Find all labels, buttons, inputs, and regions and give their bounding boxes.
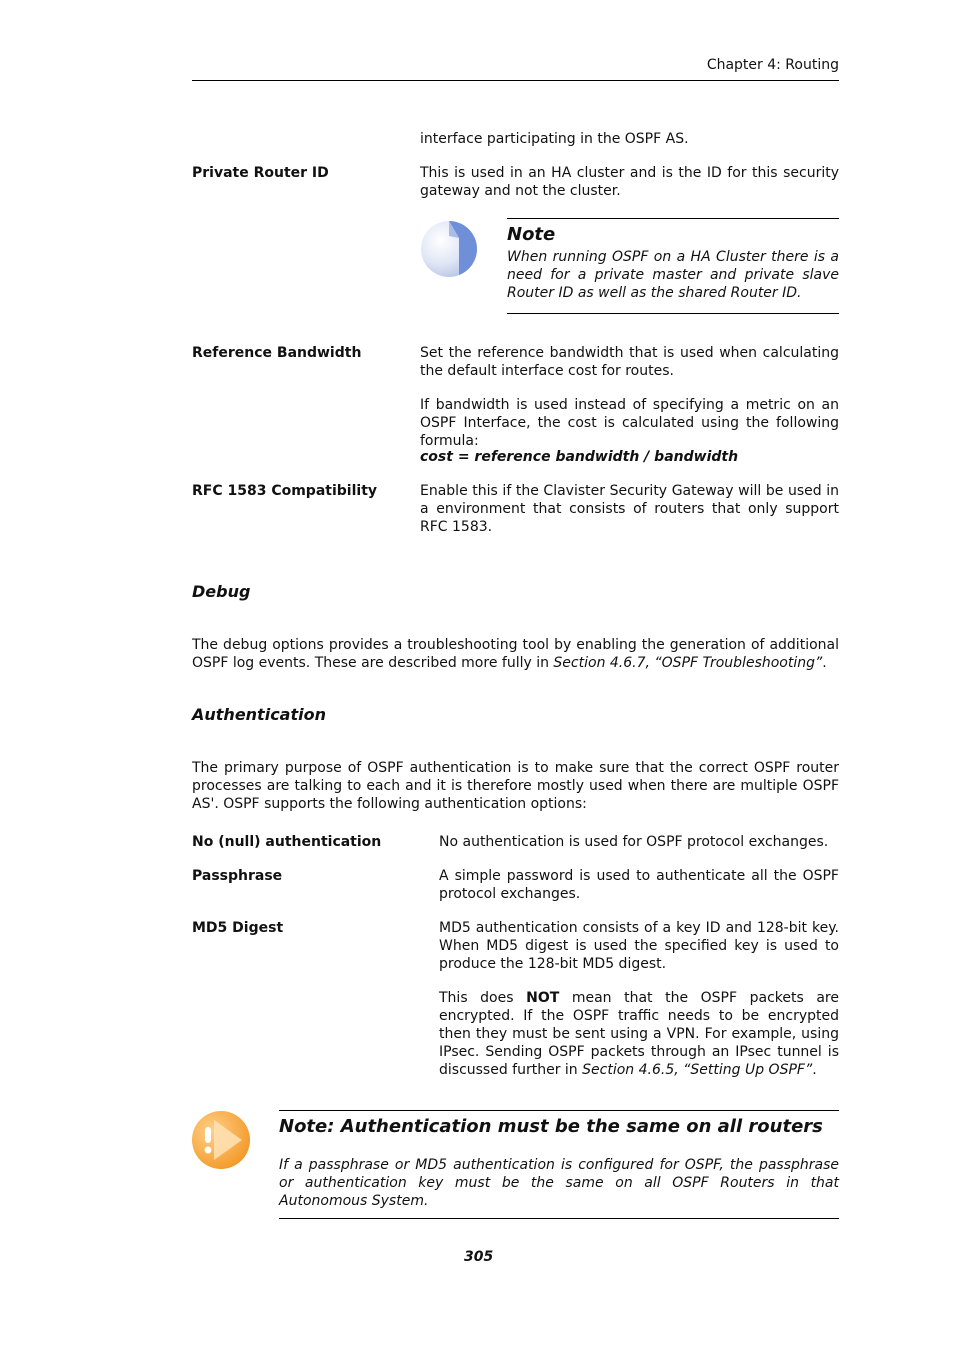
page-number: 305: [464, 1249, 494, 1265]
note1-text: When running OSPF on a HA Cluster there is a need for a private master and private slave Router ID as well as the shared Router ID.: [507, 249, 839, 301]
null-auth-desc: No authentication is used for OSPF protocol exchanges.: [439, 834, 829, 850]
note-icon: [419, 218, 479, 278]
ref-bandwidth-desc1: Set the reference bandwidth that is used when calculating the default interface cost for routes.: [420, 345, 839, 379]
cost-formula: cost = reference bandwidth / bandwidth: [420, 449, 739, 465]
authentication-heading: Authentication: [192, 705, 326, 724]
rfc1583-desc: Enable this if the Clavister Security Gateway will be used in a environment that consists of routers that only support RFC 1583.: [420, 483, 839, 535]
ref-bandwidth-desc2: If bandwidth is used instead of specifying a metric on an OSPF Interface, the cost is calculated using the following formula:: [420, 397, 839, 449]
null-auth-term: No (null) authentication: [192, 834, 382, 850]
md5-p2-a: This does: [439, 990, 527, 1006]
note1-bottom-rule: [507, 313, 839, 314]
rfc1583-term: RFC 1583 Compatibility: [192, 483, 378, 499]
passphrase-term: Passphrase: [192, 868, 283, 884]
setting-up-ospf-link[interactable]: Section 4.6.5, “Setting Up OSPF”: [582, 1062, 813, 1078]
md5-p2-end: .: [812, 1062, 817, 1078]
md5-desc: MD5 authentication consists of a key ID and 128-bit key. When MD5 digest is used the specified key is used to produce the 128-bit MD5 digest.: [439, 920, 839, 972]
intro-fragment: interface participating in the OSPF AS.: [420, 131, 689, 147]
authentication-paragraph: The primary purpose of OSPF authentication is to make sure that the correct OSPF router processes are talking to each and it is therefore mostly used when there are multiple OSPF AS'. OSPF supports the following authentication options:: [192, 760, 839, 812]
md5-not-emphasis: NOT: [526, 990, 560, 1006]
header-rule: [192, 80, 839, 81]
private-router-term: Private Router ID: [192, 165, 329, 181]
note2-text: If a passphrase or MD5 authentication is configured for OSPF, the passphrase or authentication key must be the same on all OSPF Routers in that Autonomous System.: [279, 1157, 839, 1209]
md5-term: MD5 Digest: [192, 920, 284, 936]
ref-bandwidth-term: Reference Bandwidth: [192, 345, 362, 361]
debug-text: The debug options provides a troubleshooting tool by enabling the generation of additional OSPF log events. These are described more fully in: [192, 637, 839, 671]
debug-section-link[interactable]: Section 4.6.7, “OSPF Troubleshooting”: [553, 655, 823, 671]
private-router-desc: This is used in an HA cluster and is the ID for this security gateway and not the cluster.: [420, 165, 839, 199]
note1-title: Note: [507, 224, 556, 245]
md5-p2-b: mean that the OSPF packets are encrypted. If the OSPF traffic needs to be encrypted then they must be sent using a VPN. For example, using IPsec. Sending OSPF packets through an IPsec tunnel is discussed further in: [439, 990, 839, 1078]
note2-top-rule: [279, 1110, 839, 1111]
chapter-header: Chapter 4: Routing: [706, 57, 839, 73]
note1-top-rule: [507, 218, 839, 219]
md5-paragraph2: [439, 989, 839, 1079]
note2-bottom-rule: [279, 1218, 839, 1219]
note2-title: Note: Authentication must be the same on all routers: [279, 1116, 823, 1137]
debug-paragraph: [192, 636, 839, 672]
debug-heading: Debug: [192, 582, 251, 601]
passphrase-desc: A simple password is used to authenticate all the OSPF protocol exchanges.: [439, 868, 839, 902]
debug-end: .: [822, 655, 827, 671]
important-icon: [192, 1110, 252, 1170]
